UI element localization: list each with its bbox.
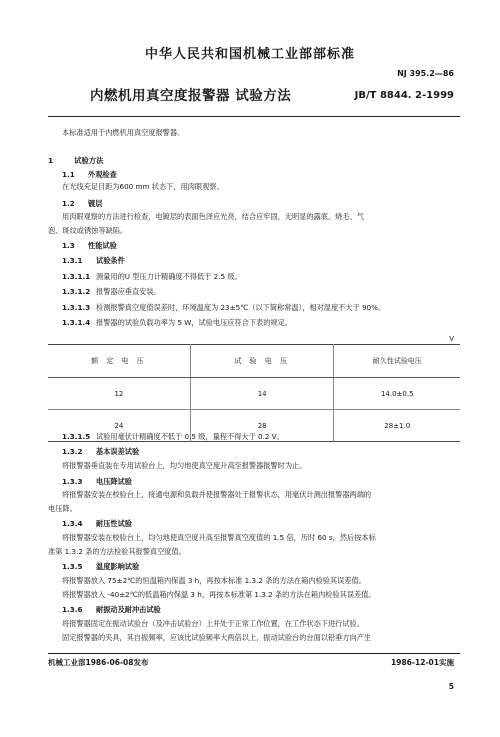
section-1-1-heading: 1.1 外观检查 xyxy=(62,170,117,179)
section-1-1-text: 在光线充足目距为600 mm 状态下，用肉眼观察。 xyxy=(62,182,224,191)
section-1-3-3-text-line1: 将报警器安装在校验台上，接通电源和负载并使报警器处于报警状态，用毫伏计测出报警器两端的 xyxy=(62,490,372,499)
section-1-3-1-heading: 1.3.1 试验条件 xyxy=(62,256,125,265)
footer-rule xyxy=(48,653,460,654)
table-cell: 12 xyxy=(48,378,190,410)
issuing-organization: 中华人民共和国机械工业部部标准 xyxy=(144,47,355,62)
table-row xyxy=(48,378,460,410)
section-1-3-3-text-line2: 电压降。 xyxy=(48,504,77,513)
section-1-3-6-heading: 1.3.6 耐振动及耐冲击试验 xyxy=(62,605,161,614)
header-rule xyxy=(48,116,460,117)
document-title: 内燃机用真空度报警器 试验方法 xyxy=(90,88,292,104)
section-1-3-5-heading: 1.3.5 温度影响试验 xyxy=(62,562,140,571)
section-1-3-1-3: 1.3.1.3 检测报警真空度值误差时，环境温度为 23±5℃（以下简称常温），相对湿度不大于 90%。 xyxy=(62,303,386,312)
old-standard-code: NJ 395.2—86 xyxy=(397,69,454,78)
table-unit: V xyxy=(449,335,454,343)
header-test-voltage: 试 验 电 压 xyxy=(190,345,334,378)
section-1-heading: 1 试验方法 xyxy=(48,156,104,165)
table-cell: 28 xyxy=(190,410,334,442)
standard-code: JB/T 8844. 2-1999 xyxy=(354,90,454,101)
table-cell: 28±1.0 xyxy=(334,410,460,442)
section-1-2-text-line2: 泡、斑纹或锈蚀等缺陷。 xyxy=(48,226,128,235)
section-1-3-5-text-line1: 将报警器放入 75±2℃的恒温箱内保温 3 h，再按本标准 1.3.2 条的方法在箱内检验其误差值。 xyxy=(62,576,366,585)
section-1-2-text-line1: 用肉眼观察的方法进行检查，电镀层的表面色泽应光亮，结合应牢固，无明显的露底、烧毛、气 xyxy=(62,212,364,221)
header-durability-voltage: 耐久性试验电压 xyxy=(334,345,460,378)
table-cell: 14 xyxy=(190,378,334,410)
section-1-3-2-heading: 1.3.2 基本误差试验 xyxy=(62,447,140,456)
section-1-3-3-heading: 1.3.3 电压降试验 xyxy=(62,477,132,486)
page-number: 5 xyxy=(448,682,454,691)
section-1-3-4-heading: 1.3.4 耐压性试验 xyxy=(62,519,132,528)
section-1-3-5-text-line2: 将报警器放入 -40±2℃的低温箱内保温 3 h，再按本标准第 1.3.2 条的方法在箱内检验其误差值。 xyxy=(62,590,376,599)
section-1-3-6-text-line1: 将报警器固定在振动试验台（及冲击试验台）上并处于正常工作位置，在工作状态下进行试验。 xyxy=(62,619,364,628)
effective-date: 1986-12-01实施 xyxy=(391,658,454,667)
test-voltage-table xyxy=(48,344,460,442)
table-cell: 24 xyxy=(114,421,124,430)
table-cell: 14.0±0.5 xyxy=(334,378,460,410)
section-1-3-6-text-line2: 固定报警器的夹具，其自振频率，应该比试验频率大两倍以上，振动试验台的台面以铅垂方向产生 xyxy=(62,633,372,642)
table-header-row xyxy=(48,345,460,378)
section-1-3-1-4: 1.3.1.4 报警器的试验负载功率为 5 W，试验电压应符合下表的规定。 xyxy=(62,318,292,327)
section-1-3-1-5: 1.3.1.5 试验用毫伏计精确度不低于 0.5 级，量程不得大于 0.2 V。 xyxy=(62,432,284,441)
section-1-3-4-text-line2: 准第 1.3.2 条的方法检验其报警真空度值。 xyxy=(48,547,186,556)
section-1-3-1-1: 1.3.1.1 测量用的U 型压力计精确度不得低于 2.5 级。 xyxy=(62,272,242,281)
section-1-2-heading: 1.2 镀层 xyxy=(62,199,103,208)
issue-date: 机械工业部1986-06-08发布 xyxy=(48,658,149,667)
section-1-3-heading: 1.3 性能试验 xyxy=(62,241,117,250)
intro-text: 本标准适用于内燃机用真空度报警器。 xyxy=(62,128,185,137)
section-1-3-2-text: 将报警器垂直装在专用试验台上，均匀地使真空度升高至报警器报警时为止。 xyxy=(62,461,307,470)
section-1-3-1-2: 1.3.1.2 报警器应垂直安装。 xyxy=(62,287,161,296)
header-rated-voltage: 额 定 电 压 xyxy=(48,345,190,378)
section-1-3-4-text-line1: 将报警器安装在校验台上，均匀地使真空度升高至报警真空度值的 1.5 倍，历时 60 s，然后按本标 xyxy=(62,533,376,542)
